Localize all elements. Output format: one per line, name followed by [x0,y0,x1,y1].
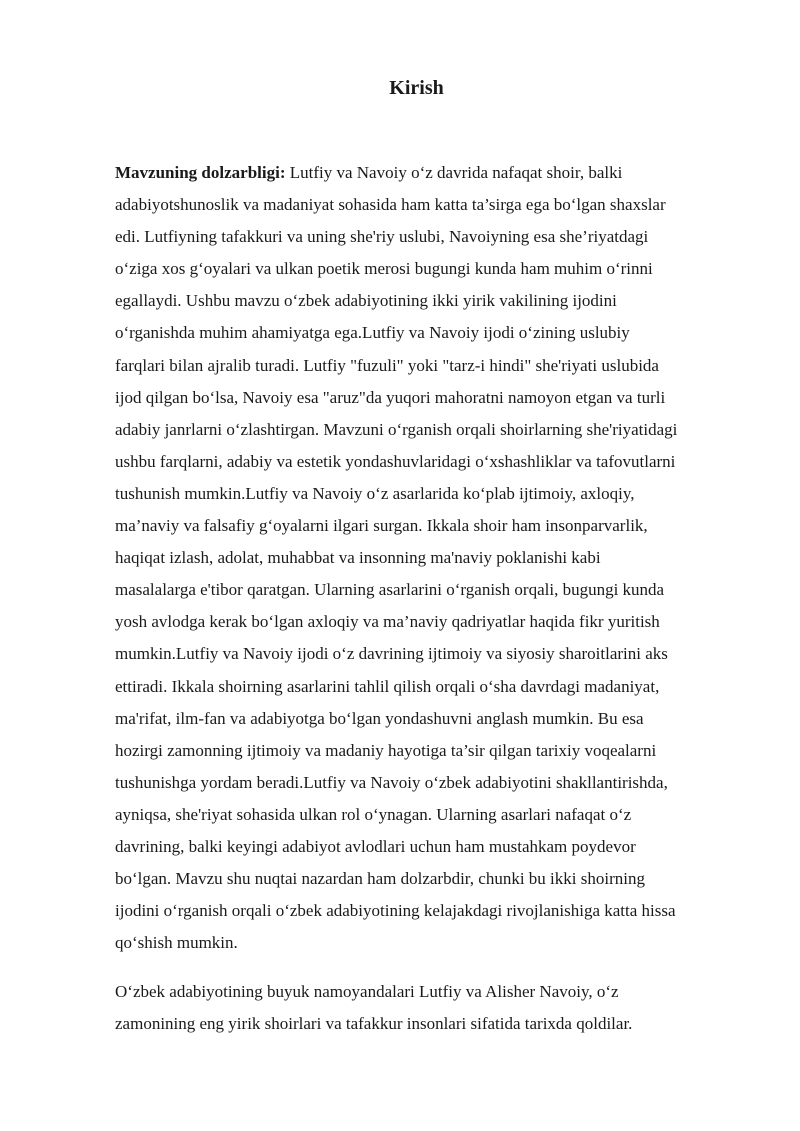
page-title: Kirish [389,77,444,99]
paragraph-intro [115,976,718,1040]
text-line: davrining, balki keyingi adabiyot avlodlari uchun ham mustahkam poydevor [115,836,636,856]
text-line: edi. Lutfiyning tafakkuri va uning she'riy uslubi, Navoiyning esa she’riyatdagi [115,227,649,247]
text-line: ushbu farqlarni, adabiy va estetik yondashuvlaridagi o‘xshashliklar va tafovutlarni [115,451,676,471]
text-line: mumkin.Lutfiy va Navoiy ijodi o‘z davrining ijtimoiy va siyosiy sharoitlarini aks [115,644,668,664]
text-line: egallaydi. Ushbu mavzu o‘zbek adabiyotining ikki yirik vakilining ijodini [115,291,617,311]
text-line: ijodini o‘rganish orqali o‘zbek adabiyotining kelajakdagi rivojlanishiga katta hissa [115,901,676,921]
text-line: o‘rganishda muhim ahamiyatga ega.Lutfiy va Navoiy ijodi o‘zining uslubiy [115,323,630,343]
text-line: yosh avlodga kerak bo‘lgan axloqiy va ma’naviy qadriyatlar haqida fikr yuritish [115,612,660,632]
text-line: o‘ziga xos g‘oyalari va ulkan poetik merosi bugungi kunda ham muhim o‘rinni [115,259,653,279]
text-line-content: Lutfiy va Navoiy o‘z davrida nafaqat shoir, balki [285,163,623,182]
text-line: adabiyotshunoslik va madaniyat sohasida ham katta ta’sirga ega bo‘lgan shaxslar [115,195,666,215]
text-line: bo‘lgan. Mavzu shu nuqtai nazardan ham dolzarbdir, chunki bu ikki shoirning [115,869,645,889]
text-line: tushunishga yordam beradi.Lutfiy va Navoiy o‘zbek adabiyotini shakllantirishda, [115,772,668,792]
text-line: adabiy janrlarni o‘zlashtirgan. Mavzuni o‘rganish orqali shoirlarning she'riyatidagi [115,419,678,439]
text-line: O‘zbek adabiyotining buyuk namoyandalari Lutfiy va Alisher Navoiy, o‘z [115,982,619,1002]
text-line: qo‘shish mumkin. [115,933,238,953]
text-line: ettiradi. Ikkala shoirning asarlarini tahlil qilish orqali o‘sha davrdagi madaniyat, [115,676,660,696]
text-line: hozirgi zamonning ijtimoiy va madaniy hayotiga ta’sir qilgan tarixiy voqealarni [115,740,657,760]
text-line: haqiqat izlash, adolat, muhabbat va insonning ma'naviy poklanishi kabi [115,548,601,568]
text-line: ma’naviy va falsafiy g‘oyalarni ilgari surgan. Ikkala shoir ham insonparvarlik, [115,516,648,536]
text-line: ijod qilgan bo‘lsa, Navoiy esa "aruz"da yuqori mahoratni namoyon etgan va turli [115,387,666,407]
text-line: zamonining eng yirik shoirlari va tafakkur insonlari sifatida tarixda qoldilar. [115,1014,633,1034]
text-line: ayniqsa, she'riyat sohasida ulkan rol o‘ynagan. Ularning asarlari nafaqat o‘z [115,804,632,824]
paragraph-lead: Mavzuning dolzarbligi: [115,163,286,182]
text-line: masalalarga e'tibor qaratgan. Ularning asarlarini o‘rganish orqali, bugungi kunda [115,580,665,600]
text-line [115,157,718,189]
text-line: farqlari bilan ajralib turadi. Lutfiy "fuzuli" yoki "tarz-i hindi" she'riyati uslubida [115,355,659,375]
text-line: tushunish mumkin.Lutfiy va Navoiy o‘z asarlarida ko‘plab ijtimoiy, axloqiy, [115,483,635,503]
text-line: ma'rifat, ilm-fan va adabiyotga bo‘lgan yondashuvni anglash mumkin. Bu esa [115,708,644,728]
paragraph-relevance [115,157,718,959]
